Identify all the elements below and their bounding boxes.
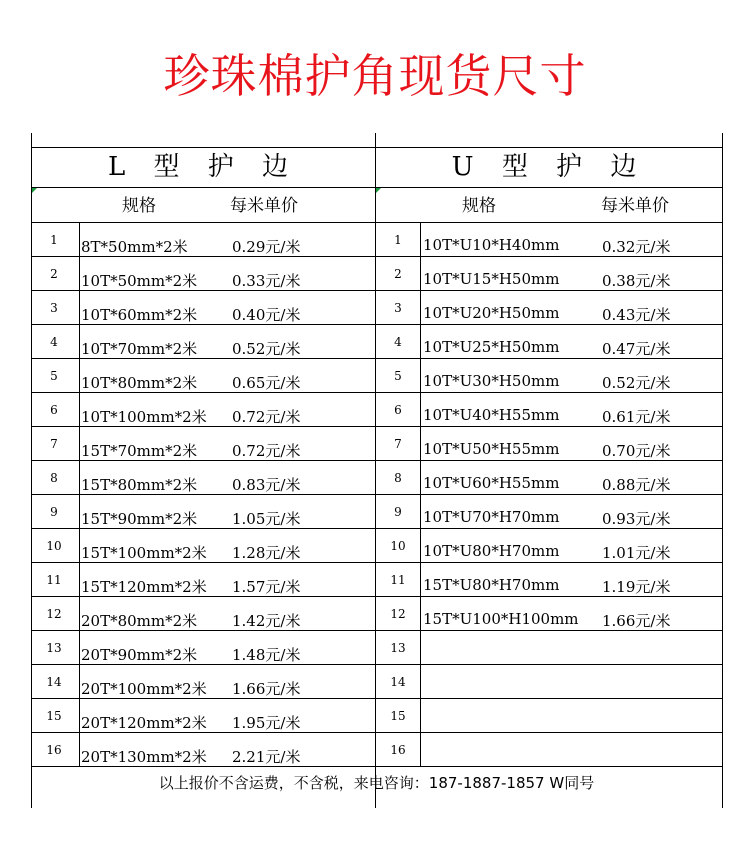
right-row-number: 10 xyxy=(390,539,406,553)
left-spec-cell: 20T*130mm*2米 xyxy=(81,748,207,766)
left-price-cell: 1.28元/米 xyxy=(232,544,301,562)
right-row-number: 7 xyxy=(394,437,402,451)
left-price-cell: 0.40元/米 xyxy=(232,306,301,324)
right-row-number: 4 xyxy=(394,335,402,349)
left-row-number: 4 xyxy=(50,335,58,349)
left-col-price-header: 每米单价 xyxy=(230,196,298,216)
right-price-cell: 0.47元/米 xyxy=(602,340,671,358)
left-price-cell: 1.95元/米 xyxy=(232,714,301,732)
right-spec-cell: 10T*U80*H70mm xyxy=(423,542,560,560)
left-row-number: 6 xyxy=(50,403,58,417)
left-spec-cell: 10T*60mm*2米 xyxy=(81,306,198,324)
left-spec-cell: 20T*100mm*2米 xyxy=(81,680,207,698)
right-spec-cell: 10T*U70*H70mm xyxy=(423,508,560,526)
right-spec-cell: 15T*U80*H70mm xyxy=(423,576,560,594)
left-row-number: 11 xyxy=(46,573,62,587)
left-row-number: 14 xyxy=(46,675,62,689)
left-row-number: 1 xyxy=(50,233,58,247)
left-price-cell: 1.48元/米 xyxy=(232,646,301,664)
cell-marker-icon xyxy=(32,188,37,193)
left-row-number: 10 xyxy=(46,539,62,553)
right-row-number: 11 xyxy=(390,573,406,587)
right-col-price-header: 每米单价 xyxy=(601,196,669,216)
left-row-number: 16 xyxy=(46,743,62,757)
left-price-cell: 1.05元/米 xyxy=(232,510,301,528)
right-row-number: 8 xyxy=(394,471,402,485)
left-price-cell: 0.65元/米 xyxy=(232,374,301,392)
left-price-cell: 0.83元/米 xyxy=(232,476,301,494)
right-price-cell: 1.01元/米 xyxy=(602,544,671,562)
left-spec-cell: 20T*80mm*2米 xyxy=(81,612,198,630)
left-spec-cell: 15T*70mm*2米 xyxy=(81,442,198,460)
left-row-number: 15 xyxy=(46,709,62,723)
left-row-number: 3 xyxy=(50,301,58,315)
right-price-cell: 1.19元/米 xyxy=(602,578,671,596)
right-row-number: 3 xyxy=(394,301,402,315)
right-row-number: 13 xyxy=(390,641,406,655)
left-row-number: 9 xyxy=(50,505,58,519)
left-section-title: L 型 护 边 xyxy=(107,152,299,182)
right-spec-cell: 10T*U25*H50mm xyxy=(423,338,560,356)
right-spec-cell: 10T*U40*H55mm xyxy=(423,406,560,424)
left-spec-cell: 10T*50mm*2米 xyxy=(81,272,198,290)
left-price-cell: 0.33元/米 xyxy=(232,272,301,290)
grid-line xyxy=(31,222,723,223)
footer-note: 以上报价不含运费，不含税，来电咨询：187-1887-1857 W同号 xyxy=(158,774,595,792)
left-spec-cell: 8T*50mm*2米 xyxy=(81,238,188,256)
left-spec-cell: 20T*90mm*2米 xyxy=(81,646,198,664)
right-price-cell: 0.52元/米 xyxy=(602,374,671,392)
right-price-cell: 0.93元/米 xyxy=(602,510,671,528)
right-price-cell: 0.88元/米 xyxy=(602,476,671,494)
left-spec-cell: 15T*120mm*2米 xyxy=(81,578,207,596)
left-spec-cell: 10T*100mm*2米 xyxy=(81,408,207,426)
right-price-cell: 0.32元/米 xyxy=(602,238,671,256)
right-price-cell: 1.66元/米 xyxy=(602,612,671,630)
right-row-number: 14 xyxy=(390,675,406,689)
left-price-cell: 1.66元/米 xyxy=(232,680,301,698)
right-row-number: 9 xyxy=(394,505,402,519)
left-price-cell: 1.42元/米 xyxy=(232,612,301,630)
left-price-cell: 0.72元/米 xyxy=(232,408,301,426)
left-row-number: 13 xyxy=(46,641,62,655)
right-spec-cell: 10T*U10*H40mm xyxy=(423,236,560,254)
right-row-number: 15 xyxy=(390,709,406,723)
left-spec-cell: 15T*80mm*2米 xyxy=(81,476,198,494)
right-row-number: 5 xyxy=(394,369,402,383)
right-price-cell: 0.70元/米 xyxy=(602,442,671,460)
left-spec-cell: 20T*120mm*2米 xyxy=(81,714,207,732)
left-spec-cell: 15T*100mm*2米 xyxy=(81,544,207,562)
right-price-cell: 0.43元/米 xyxy=(602,306,671,324)
left-spec-cell: 15T*90mm*2米 xyxy=(81,510,198,528)
left-spec-cell: 10T*70mm*2米 xyxy=(81,340,198,358)
left-row-number: 7 xyxy=(50,437,58,451)
right-spec-cell: 10T*U50*H55mm xyxy=(423,440,560,458)
left-spec-cell: 10T*80mm*2米 xyxy=(81,374,198,392)
grid-line xyxy=(722,133,723,808)
right-price-cell: 0.61元/米 xyxy=(602,408,671,426)
right-col-spec-header: 规格 xyxy=(462,196,496,216)
right-row-number: 16 xyxy=(390,743,406,757)
right-spec-cell: 10T*U30*H50mm xyxy=(423,372,560,390)
left-col-spec-header: 规格 xyxy=(122,196,156,216)
right-row-number: 1 xyxy=(394,233,402,247)
right-row-number: 6 xyxy=(394,403,402,417)
left-price-cell: 0.52元/米 xyxy=(232,340,301,358)
right-spec-cell: 10T*U15*H50mm xyxy=(423,270,560,288)
right-row-number: 2 xyxy=(394,267,402,281)
left-price-cell: 0.72元/米 xyxy=(232,442,301,460)
page-title: 珍珠棉护角现货尺寸 xyxy=(163,49,587,103)
right-section-title: U 型 护 边 xyxy=(451,152,647,182)
cell-marker-icon xyxy=(376,188,381,193)
right-price-cell: 0.38元/米 xyxy=(602,272,671,290)
right-spec-cell: 10T*U60*H55mm xyxy=(423,474,560,492)
left-price-cell: 0.29元/米 xyxy=(232,238,301,256)
left-row-number: 8 xyxy=(50,471,58,485)
right-spec-cell: 10T*U20*H50mm xyxy=(423,304,560,322)
left-price-cell: 2.21元/米 xyxy=(232,748,301,766)
left-row-number: 12 xyxy=(46,607,62,621)
right-spec-cell: 15T*U100*H100mm xyxy=(423,610,579,628)
left-row-number: 2 xyxy=(50,267,58,281)
left-price-cell: 1.57元/米 xyxy=(232,578,301,596)
left-row-number: 5 xyxy=(50,369,58,383)
right-row-number: 12 xyxy=(390,607,406,621)
